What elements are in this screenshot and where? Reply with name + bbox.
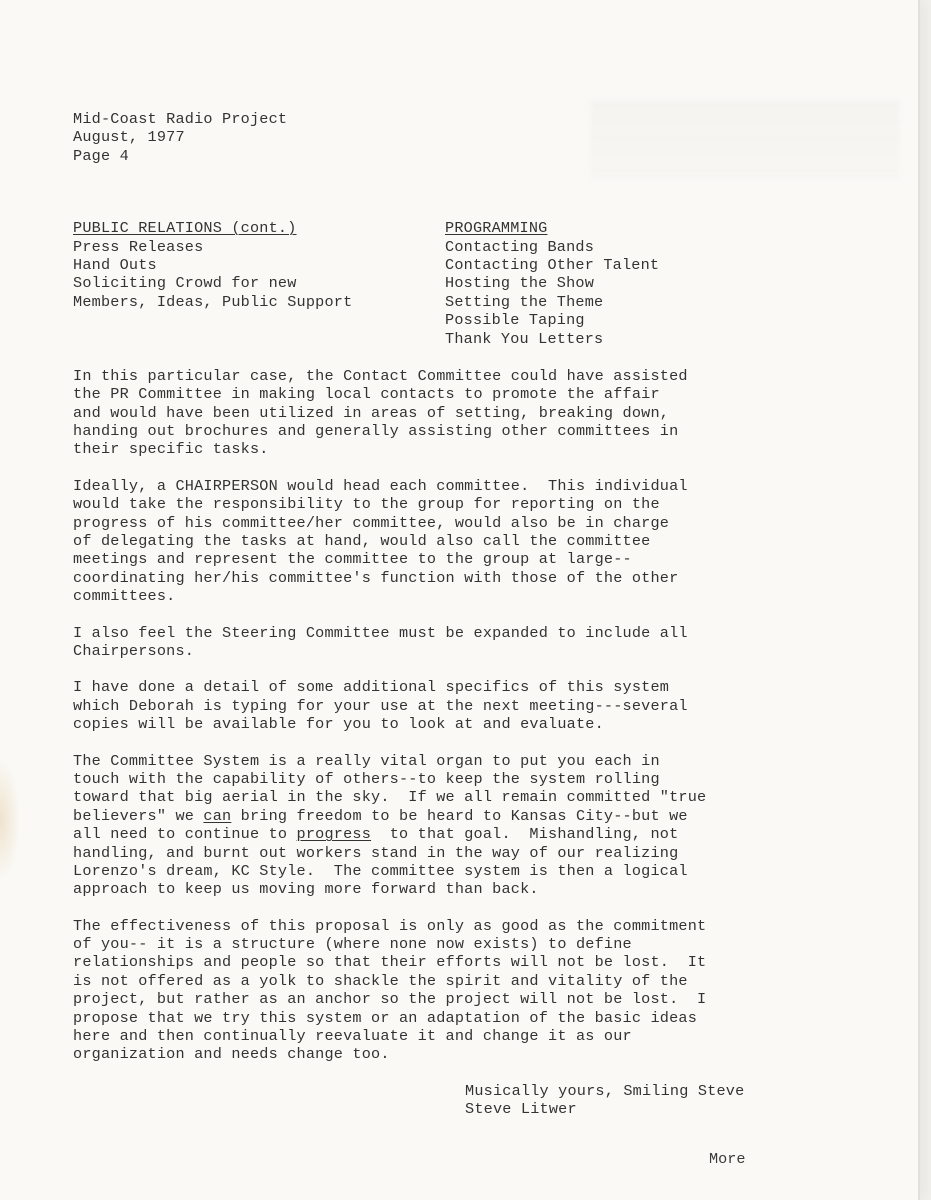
continued-marker: More bbox=[709, 1150, 746, 1168]
underlined-word: can bbox=[203, 806, 232, 825]
text-fragment: believers" we bbox=[73, 806, 204, 825]
public-relations-item: Press Releases bbox=[73, 237, 204, 256]
paper-stain bbox=[0, 760, 20, 880]
paragraph-line: of you-- it is a structure (where none now exists) to define bbox=[73, 935, 632, 954]
paragraph-line: In this particular case, the Contact Committee could have assisted bbox=[73, 366, 688, 385]
paragraph-line: Ideally, a CHAIRPERSON would head each committee. This individual bbox=[73, 476, 688, 495]
paragraph-line: relationships and people so that their efforts will not be lost. It bbox=[73, 953, 707, 972]
paragraph-line: which Deborah is typing for your use at the next meeting---several bbox=[73, 696, 688, 715]
committee-system-paragraph bbox=[73, 752, 833, 899]
text-fragment: to that goal. Mishandling, not bbox=[371, 825, 679, 844]
paragraph-line: handing out brochures and generally assisting other committees in bbox=[73, 422, 679, 441]
paragraph-line: The effectiveness of this proposal is only as good as the commitment bbox=[73, 916, 707, 935]
paragraph-line: and would have been utilized in areas of setting, breaking down, bbox=[73, 403, 670, 422]
paragraph-line: I have done a detail of some additional specifics of this system bbox=[73, 678, 670, 697]
text-fragment: all need to continue to bbox=[73, 825, 297, 844]
paragraph-line-with-emphasis bbox=[73, 807, 833, 825]
paragraph-line: their specific tasks. bbox=[73, 440, 269, 459]
text-fragment: bring freedom to be heard to Kansas City--but we bbox=[231, 806, 688, 825]
public-relations-title: PUBLIC RELATIONS (cont.) bbox=[73, 219, 297, 238]
paragraph-line: the PR Committee in making local contacts to promote the affair bbox=[73, 385, 660, 404]
paragraph-line: here and then continually reevaluate it and change it as our bbox=[73, 1027, 632, 1046]
public-relations-item: Members, Ideas, Public Support bbox=[73, 292, 353, 311]
programming-item: Possible Taping bbox=[445, 311, 585, 330]
underlined-word: progress bbox=[296, 825, 372, 844]
paragraph-line: toward that big aerial in the sky. If we all remain committed "true bbox=[73, 788, 707, 807]
programming-title: PROGRAMMING bbox=[445, 219, 548, 238]
paragraph-line: copies will be available for you to look at and evaluate. bbox=[73, 715, 604, 734]
public-relations-item: Soliciting Crowd for new bbox=[73, 274, 297, 293]
paragraph-line: progress of his committee/her committee, would also be in charge bbox=[73, 513, 670, 532]
chairperson-paragraph bbox=[73, 477, 833, 606]
paragraph-line-with-emphasis bbox=[73, 825, 833, 843]
public-relations-list bbox=[73, 219, 403, 348]
additional-specifics-paragraph bbox=[73, 678, 833, 733]
paragraph-line: Chairpersons. bbox=[73, 641, 195, 660]
programming-item: Setting the Theme bbox=[445, 292, 604, 311]
programming-item: Contacting Bands bbox=[445, 237, 595, 256]
paragraph-line: coordinating her/his committee's function with those of the other bbox=[73, 568, 679, 587]
organization-name: Mid-Coast Radio Project bbox=[73, 110, 288, 128]
page-number: Page 4 bbox=[73, 146, 129, 165]
steering-committee-paragraph bbox=[73, 624, 833, 661]
paragraph-line: propose that we try this system or an adaptation of the basic ideas bbox=[73, 1008, 698, 1027]
paragraph-line: The Committee System is a really vital organ to put you each in bbox=[73, 751, 660, 770]
author-name: Steve Litwer bbox=[465, 1100, 577, 1119]
paragraph-line: handling, and burnt out workers stand in the way of our realizing bbox=[73, 843, 679, 862]
paragraph-line: organization and needs change too. bbox=[73, 1045, 390, 1064]
document-date: August, 1977 bbox=[73, 128, 185, 147]
paragraph-line: would take the responsibility to the group for reporting on the bbox=[73, 495, 660, 514]
paragraph-line: is not offered as a yolk to shackle the spirit and vitality of the bbox=[73, 971, 688, 990]
typed-letter bbox=[73, 110, 833, 1119]
programming-item: Thank You Letters bbox=[445, 329, 604, 348]
closing-line: Musically yours, Smiling Steve bbox=[465, 1081, 745, 1100]
programming-item: Contacting Other Talent bbox=[445, 255, 660, 274]
paragraph-line: committees. bbox=[73, 587, 176, 606]
paragraph-line: Lorenzo's dream, KC Style. The committee system is then a logical bbox=[73, 861, 688, 880]
paragraph-line: touch with the capability of others--to keep the system rolling bbox=[73, 769, 660, 788]
contact-committee-paragraph bbox=[73, 367, 833, 459]
paragraph-line: project, but rather as an anchor so the project will not be lost. I bbox=[73, 990, 707, 1009]
paragraph-line: of delegating the tasks at hand, would also call the committee bbox=[73, 532, 651, 551]
paragraph-line: approach to keep us moving more forward than back. bbox=[73, 880, 539, 899]
paragraph-line: meetings and represent the committee to the group at large-- bbox=[73, 550, 632, 569]
public-relations-item: Hand Outs bbox=[73, 255, 157, 274]
programming-list bbox=[445, 219, 705, 348]
committee-lists bbox=[73, 219, 833, 348]
document-header bbox=[73, 110, 833, 165]
programming-item: Hosting the Show bbox=[445, 274, 595, 293]
proposal-effectiveness-paragraph bbox=[73, 917, 833, 1064]
signoff bbox=[465, 1082, 833, 1119]
paragraph-line: I also feel the Steering Committee must be expanded to include all bbox=[73, 623, 688, 642]
